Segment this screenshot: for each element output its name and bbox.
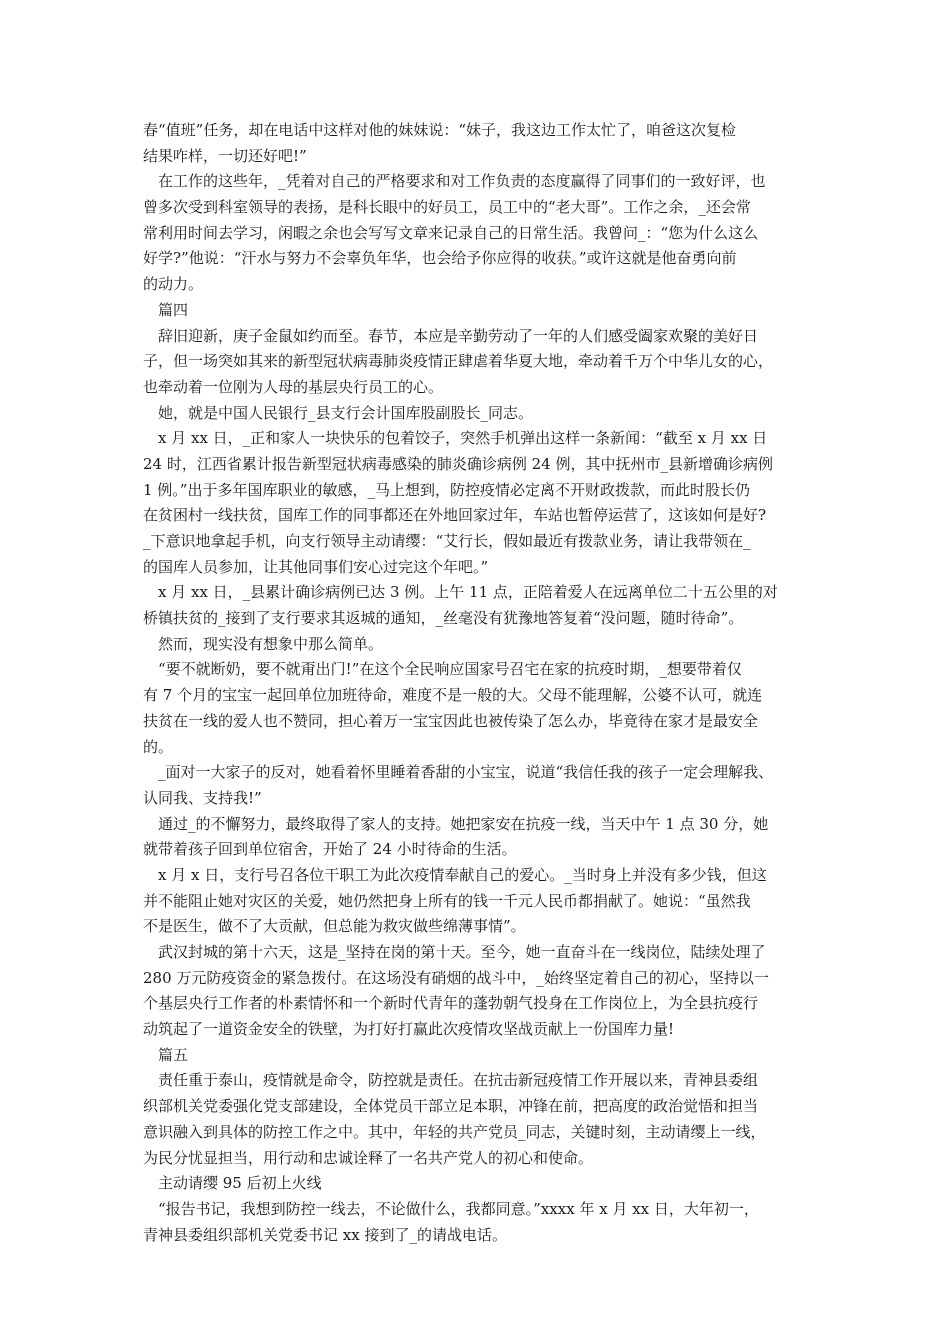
- text-line: _下意识地拿起手机，向支行领导主动请缨：“艾行长，假如最近有拨款业务，请让我带领在_: [143, 532, 751, 550]
- paragraph: [143, 940, 811, 1043]
- text-line: 有 7 个月的宝宝一起回单位加班待命，难度不是一般的大。父母不能理解，公婆不认可，就连: [143, 686, 763, 705]
- text-line: 的。: [143, 737, 174, 756]
- paragraph: [143, 632, 811, 658]
- heading-text: 篇五: [143, 1045, 189, 1064]
- text-line: 也牵动着一位刚为人母的基层央行员工的心。: [143, 377, 444, 396]
- paragraph: [143, 580, 811, 631]
- text-line: 辞旧迎新，庚子金鼠如约而至。春节，本应是辛勤劳动了一年的人们感受阖家欢聚的美好日: [143, 326, 759, 345]
- text-line: 她，就是中国人民银行_县支行会计国库股副股长_同志。: [143, 403, 534, 422]
- text-line: “报告书记，我想到防控一线去，不论做什么，我都同意。”xxxx 年 x 月 xx 日，大年初一，: [143, 1199, 759, 1218]
- text-line: 青神县委组织部机关党委书记 xx 接到了_的请战电话。: [143, 1225, 507, 1244]
- paragraph: [143, 812, 811, 863]
- paragraph: [143, 401, 811, 427]
- paragraph: [143, 169, 811, 297]
- section-heading: [143, 1171, 811, 1197]
- text-line: 子，但一场突如其来的新型冠状病毒肺炎疫情正肆虐着华夏大地，牵动着千万个中华儿女的心，: [143, 352, 774, 371]
- text-line: 通过_的不懈努力，最终取得了家人的支持。她把家安在抗疫一线，当天中午 1 点 30 分，她: [143, 814, 769, 833]
- text-line: x 月 xx 日，_正和家人一块快乐的包着饺子，突然手机弹出这样一条新闻：“截至 x 月 xx 日: [143, 429, 768, 448]
- text-line: 的动力。: [143, 275, 204, 294]
- text-line: 1 例。”出于多年国库职业的敏感，_马上想到，防控疫情必定离不开财政拨款，而此时股长仍: [143, 480, 750, 499]
- paragraph: [143, 426, 811, 580]
- paragraph: [143, 1197, 811, 1248]
- text-line: 织部机关党委强化党支部建设，全体党员干部立足本职，冲锋在前，把高度的政治觉悟和担当: [143, 1097, 759, 1116]
- heading-text: 主动请缨 95 后初上火线: [143, 1174, 322, 1193]
- text-line: _面对一大家子的反对，她看着怀里睡着香甜的小宝宝，说道“我信任我的孩子一定会理解我、: [143, 763, 774, 782]
- paragraph: [143, 657, 811, 760]
- text-line: 在贫困村一线扶贫，国库工作的同事都还在外地回家过年，车站也暂停运营了，这该如何是好?: [143, 506, 767, 525]
- document-page: [143, 118, 811, 1248]
- text-line: 个基层央行工作者的朴素情怀和一个新时代青年的蓬勃朝气投身在工作岗位上，为全县抗疫行: [143, 994, 759, 1013]
- text-line: 就带着孩子回到单位宿舍，开始了 24 小时待命的生活。: [143, 840, 517, 859]
- text-line: 认同我、支持我!”: [143, 788, 262, 807]
- text-line: 24 时，江西省累计报告新型冠状病毒感染的肺炎确诊病例 24 例，其中抚州市_县新增确诊病例: [143, 454, 773, 473]
- text-line: 280 万元防疫资金的紧急拨付。在这场没有硝烟的战斗中，_始终坚定着自己的初心，坚持以一: [143, 968, 769, 987]
- text-line: 的国库人员参加，让其他同事们安心过完这个年吧。”: [143, 557, 489, 576]
- text-line: 桥镇扶贫的_接到了支行要求其返城的通知，_丝毫没有犹豫地答复着“没问题，随时待命”。: [143, 609, 744, 628]
- paragraph: [143, 118, 811, 169]
- section-heading: [143, 1043, 811, 1069]
- text-line: 并不能阻止她对灾区的关爱，她仍然把身上所有的钱一千元人民币都捐献了。她说：“虽然我: [143, 891, 751, 910]
- text-line: 好学?”他说：“汗水与努力不会辜负年华，也会给予你应得的收获。”或许这就是他奋勇向前: [143, 249, 737, 268]
- paragraph: [143, 324, 811, 401]
- paragraph: [143, 760, 811, 811]
- text-line: 常利用时间去学习，闲暇之余也会写写文章来记录自己的日常生活。我曾问_：“您为什么这么: [143, 223, 759, 242]
- text-line: x 月 x 日，支行号召各位干职工为此次疫情奉献自己的爱心。_当时身上并没有多少钱，但这: [143, 865, 767, 884]
- heading-text: 篇四: [143, 300, 189, 319]
- text-line: 武汉封城的第十六天，这是_坚持在岗的第十天。至今，她一直奋斗在一线岗位，陆续处理了: [143, 943, 766, 961]
- text-line: 动筑起了一道资金安全的铁壁，为打好打赢此次疫情攻坚战贡献上一份国库力量!: [143, 1020, 675, 1039]
- section-heading: [143, 298, 811, 324]
- text-line: 责任重于泰山，疫情就是命令，防控就是责任。在抗击新冠疫情工作开展以来，青神县委组: [143, 1071, 759, 1090]
- text-line: 然而，现实没有想象中那么简单。: [143, 634, 384, 653]
- text-line: x 月 xx 日，_县累计确诊病例已达 3 例。上午 11 点，正陪着爱人在远离单位二十五公里的对: [143, 583, 778, 602]
- text-line: 曾多次受到科室领导的表扬，是科长眼中的好员工，员工中的“老大哥”。工作之余，_还会常: [143, 198, 751, 217]
- text-line: 在工作的这些年，_凭着对自己的严格要求和对工作负责的态度赢得了同事们的一致好评，也: [143, 172, 766, 191]
- text-line: 为民分忧显担当，用行动和忠诚诠释了一名共产党人的初心和使命。: [143, 1148, 594, 1167]
- text-line: 扶贫在一线的爱人也不赞同，担心着万一宝宝因此也被传染了怎么办，毕竟待在家才是最安全: [143, 711, 759, 730]
- text-line: “要不就断奶，要不就甭出门!”在这个全民响应国家号召宅在家的抗疫时期，_想要带着仅: [143, 660, 742, 679]
- text-line: 结果咋样，一切还好吧!”: [143, 146, 307, 165]
- text-line: 春“值班”任务，却在电话中这样对他的妹妹说：“妹子，我这边工作太忙了，咱爸这次复检: [143, 121, 737, 139]
- text-line: 意识融入到具体的防控工作之中。其中，年轻的共产党员_同志，关键时刻，主动请缨上一线，: [143, 1122, 766, 1141]
- paragraph: [143, 863, 811, 940]
- text-line: 不是医生，做不了大贡献，但总能为救灾做些绵薄事情”。: [143, 917, 526, 936]
- paragraph: [143, 1068, 811, 1171]
